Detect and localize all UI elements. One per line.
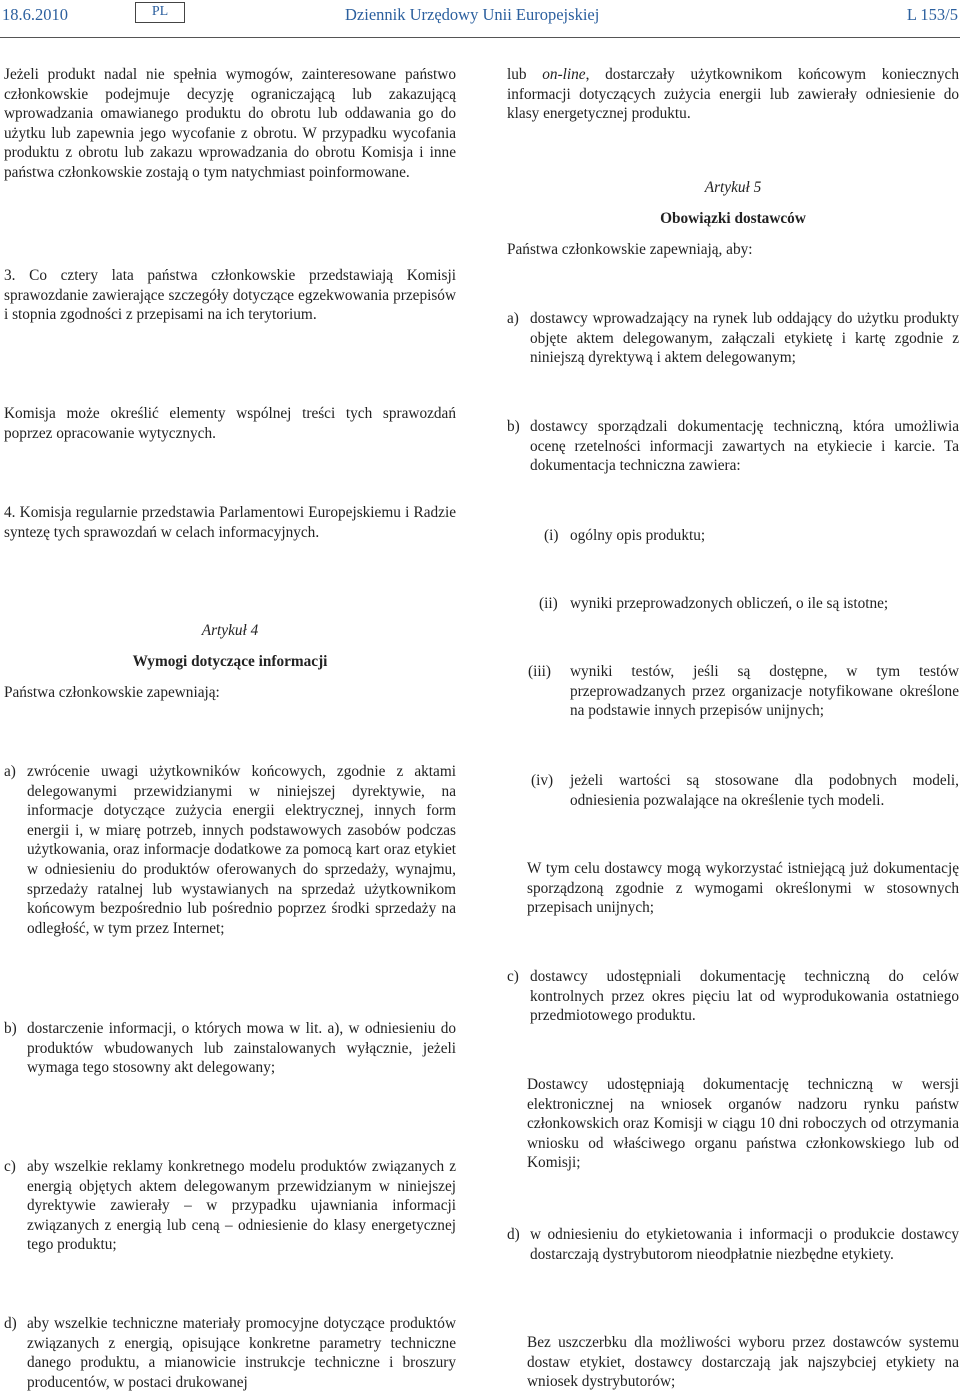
list-item-label: d) (4, 1315, 17, 1332)
note-documentation: W tym celu dostawcy mogą wykorzystać istniejącą już dokumentację sporządzoną zgodnie z wymogami określonymi w stosownych przepisach unijnych; (527, 860, 959, 917)
list-item-text: zwrócenie uwagi użytkowników końcowych, zgodnie z aktami delegowanymi przewidzianymi w niniejszej dyrektywie, na informacje dotyczące zużycia energii elektrycznej, innych form energii i, w miarę potrzeb, innych podstawowych zasobów podczas użytkowania, oraz informacje dodatkowe za pomocą kart oraz etykiet w odniesieniu do produktów oferowanych do sprzedaży, wynajmu, sprzedaży ratalnej lub wystawianych na sprzedaż użytkownikom końcowym bezpośrednio lub pośrednio poprzez środki sprzedaży na odległość, w tym przez Internet; (27, 763, 456, 937)
list-item-text: dostawcy udostępniali dokumentację techniczną do celów kontrolnych przez okres pięciu lat od wyprodukowania ostatniego przedmiotowego produktu. (530, 968, 959, 1025)
article-4-title: Wymogi dotyczące informacji (132, 653, 328, 670)
paragraph-withdrawal: Jeżeli produkt nadal nie spełnia wymogów, zainteresowane państwo członkowskie podejmuje decyzję ograniczającą lub zakazującą wprowadzania omawianego produktu do obrotu lub oddawania go do użytku lub zapewnia jego wycofanie z obrotu. W przypadku wycofania produktu z obrotu lub zakazu wprowadzania do obrotu Komisja i inne państwa członkowskie zostają o tym natychmiast poinformowane. (4, 66, 456, 181)
list-item-d (4, 1314, 456, 1392)
article-5-intro: Państwa członkowskie zapewniają, aby: (507, 241, 753, 258)
paragraph-guidelines: Komisja może określić elementy wspólnej treści tych sprawozdań poprzez opracowanie wytycznych. (4, 405, 456, 442)
subitem-iii (507, 662, 959, 721)
subitem-label: (i) (544, 527, 559, 544)
subitem-label: (iii) (528, 663, 551, 680)
continuation-emphasis: on-line (542, 66, 586, 83)
journal-title: Dziennik Urzędowy Unii Europejskiej (345, 5, 600, 24)
list-item-text: aby wszelkie techniczne materiały promocyjne dotyczące produktów związanych z energią, opisujące konkretne parametry techniczne danego produktu, a mianowicie instrukcje techniczne i broszury producentów, w postaci drukowanej (27, 1315, 456, 1391)
subitem-text: jeżeli wartości są stosowane dla podobnych modeli, odniesienia pozwalające na określenie tych modeli. (570, 772, 959, 809)
subitem-ii (507, 594, 959, 614)
list-item-text: w odniesieniu do etykietowania i informacji o produkcie dostawcy dostarczają dystrybutorom nieodpłatnie niezbędne etykiety. (530, 1226, 959, 1263)
list-item-a (4, 762, 456, 938)
list-item-text: dostawcy sporządzali dokumentację techniczną, która umożliwia ocenę rzetelności informacji zawartych na etykiecie i karcie. Ta dokumentacja techniczna zawiera: (530, 418, 959, 475)
note-labels: Bez uszczerbku dla możliwości wyboru przez dostawców systemu dostaw etykiet, dostawcy dostarczają jak najszybciej etykiety na wniosek dystrybutorów; (527, 1334, 959, 1391)
list-item-text: aby wszelkie reklamy konkretnego modelu produktów związanych z energią objętych aktem delegowanym przewidzianym w niniejszej dyrektywie zawierały – w przypadku ujawniania informacji związanych z energią lub ceną – odniesienie do klasy energetycznej tego produktu; (27, 1158, 456, 1254)
subitem-text: wyniki testów, jeśli są dostępne, w tym testów przeprowadzanych przez organizacje notyfikowane określone na podstawie innych przepisów unijnych; (570, 663, 959, 720)
article-4-intro: Państwa członkowskie zapewniają: (4, 684, 220, 701)
continuation-end: , dostarczały użytkownikom końcowym koniecznych informacji dotyczących zużycia energii lub zawierały odniesienie do klasy energetycznej produktu. (507, 66, 959, 123)
list-item-c (507, 967, 959, 1026)
list-item-label: c) (507, 968, 519, 985)
list-item-label: c) (4, 1158, 16, 1175)
language-badge: PL (135, 2, 185, 23)
list-item-d (507, 1225, 959, 1264)
header-rule (0, 37, 960, 38)
list-item-text: dostawcy wprowadzający na rynek lub oddający do użytku produkty objęte aktem delegowanym, załączali etykietę i kartę zgodnie z niniejszą dyrektywą i aktem delegowanym; (530, 310, 959, 367)
list-item-b (507, 417, 959, 476)
page-header (0, 0, 960, 40)
subitem-text: ogólny opis produktu; (570, 527, 706, 544)
list-item-text: dostarczenie informacji, o których mowa w lit. a), w odniesieniu do produktów wbudowanych lub zainstalowanych wyłącznie, jeżeli wymaga tego stosowny akt delegowany; (27, 1020, 456, 1077)
list-item-label: d) (507, 1226, 520, 1243)
note-electronic-version: Dostawcy udostępniają dokumentację techniczną w wersji elektronicznej na wniosek organów nadzoru rynku państw członkowskich oraz Komisji w ciągu 10 dni roboczych od otrzymania wniosku od właściwego organu państwa członkowskiego lub od Komisji; (527, 1076, 959, 1172)
article-5-title: Obowiązki dostawców (660, 210, 806, 227)
subitem-label: (iv) (531, 772, 554, 789)
publication-date: 18.6.2010 (2, 5, 68, 24)
list-item-label: a) (4, 763, 16, 780)
list-item-label: b) (4, 1020, 17, 1037)
article-5-label: Artykuł 5 (704, 179, 762, 196)
subitem-i (507, 526, 959, 546)
list-item-b (4, 1019, 456, 1078)
subitem-text: wyniki przeprowadzonych obliczeń, o ile są istotne; (570, 595, 889, 612)
list-item-label: b) (507, 418, 520, 435)
page-number: L 153/5 (906, 5, 958, 24)
list-item-c (4, 1157, 456, 1255)
paragraph-4-synthesis: 4. Komisja regularnie przedstawia Parlamentowi Europejskiemu i Radzie syntezę tych sprawozdań w celach informacyjnych. (4, 504, 456, 541)
article-4-label: Artykuł 4 (201, 622, 259, 639)
subitem-label: (ii) (539, 595, 558, 612)
list-item-label: a) (507, 310, 519, 327)
list-item-a (507, 309, 959, 368)
paragraph-3-reports: 3. Co cztery lata państwa członkowskie przedstawiają Komisji sprawozdanie zawierające szczegóły dotyczące egzekwowania przepisów i stopnia zgodności z przepisami na ich terytorium. (4, 267, 456, 324)
subitem-iv (507, 771, 959, 810)
paragraph-continuation (507, 65, 959, 124)
continuation-start: lub (507, 66, 543, 83)
